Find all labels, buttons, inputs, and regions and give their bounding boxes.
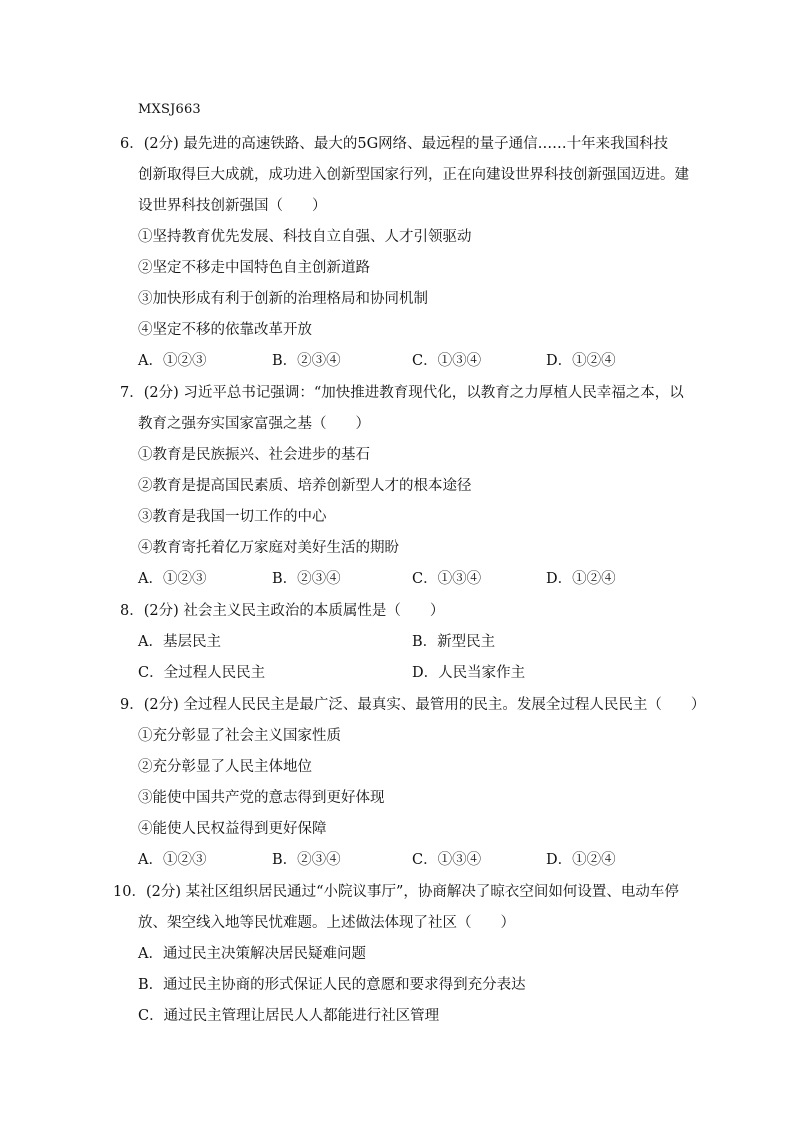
statement-2: ②坚定不移走中国特色自主创新道路 (138, 260, 370, 276)
statement-2: ②教育是提高国民素质、培养创新型人才的根本途径 (138, 478, 472, 494)
question-stem-line: 9．(2分) 全过程人民民主是最广泛、最真实、最管用的民主。发展全过程人民民主（ ） (120, 697, 706, 713)
question-stem-line: 放、架空线入地等民忧难题。上述做法体现了社区（ ） (138, 915, 515, 931)
statement-3: ③加快形成有利于创新的治理格局和协同机制 (138, 291, 428, 307)
question-stem-line: 6．(2分) 最先进的高速铁路、最大的5G网络、最远程的量子通信……十年来我国科技 (120, 136, 669, 152)
option-b[interactable]: B．②③④ (272, 852, 341, 868)
statement-2: ②充分彰显了人民主体地位 (138, 759, 312, 775)
option-d[interactable]: D．人民当家作主 (412, 665, 526, 681)
option-a[interactable]: A．①②③ (138, 852, 207, 868)
statement-3: ③教育是我国一切工作的中心 (138, 509, 327, 525)
option-b[interactable]: B．②③④ (272, 353, 341, 369)
question-stem-line: 10．(2分) 某社区组织居民通过“小院议事厅”，协商解决了晾衣空间如何设置、电动车停 (113, 884, 679, 900)
option-b[interactable]: B．②③④ (272, 571, 341, 587)
question-stem-line: 8．(2分) 社会主义民主政治的本质属性是（ ） (120, 603, 445, 619)
option-a[interactable]: A．通过民主决策解决居民疑难问题 (138, 946, 366, 962)
option-c[interactable]: C．通过民主管理让居民人人都能进行社区管理 (138, 1008, 440, 1024)
option-b[interactable]: B．通过民主协商的形式保证人民的意愿和要求得到充分表达 (138, 977, 526, 993)
option-c[interactable]: C．①③④ (412, 353, 482, 369)
option-d[interactable]: D．①②④ (546, 571, 616, 587)
option-c[interactable]: C．①③④ (412, 852, 482, 868)
statement-4: ④坚定不移的依靠改革开放 (138, 322, 312, 338)
statement-4: ④教育寄托着亿万家庭对美好生活的期盼 (138, 540, 399, 556)
option-b[interactable]: B．新型民主 (412, 634, 496, 650)
question-stem-line: 创新取得巨大成就，成功进入创新型国家行列，正在向建设世界科技创新强国迈进。建 (138, 167, 689, 183)
document-code: MXSJ663 (138, 102, 201, 117)
option-d[interactable]: D．①②④ (546, 852, 616, 868)
option-d[interactable]: D．①②④ (546, 353, 616, 369)
question-stem-line: 7．(2分) 习近平总书记强调：“加快推进教育现代化，以教育之力厚植人民幸福之本，以 (120, 385, 684, 401)
statement-3: ③能使中国共产党的意志得到更好体现 (138, 790, 385, 806)
question-stem-line: 设世界科技创新强国（ ） (138, 198, 327, 214)
statement-4: ④能使人民权益得到更好保障 (138, 821, 327, 837)
statement-1: ①坚持教育优先发展、科技自立自强、人才引领驱动 (138, 229, 472, 245)
statement-1: ①教育是民族振兴、社会进步的基石 (138, 447, 370, 463)
statement-1: ①充分彰显了社会主义国家性质 (138, 728, 341, 744)
option-a[interactable]: A．①②③ (138, 571, 207, 587)
option-a[interactable]: A．①②③ (138, 353, 207, 369)
question-stem-line: 教育之强夯实国家富强之基（ ） (138, 416, 370, 432)
option-c[interactable]: C．①③④ (412, 571, 482, 587)
option-c[interactable]: C．全过程人民民主 (138, 665, 266, 681)
option-a[interactable]: A．基层民主 (138, 634, 221, 650)
